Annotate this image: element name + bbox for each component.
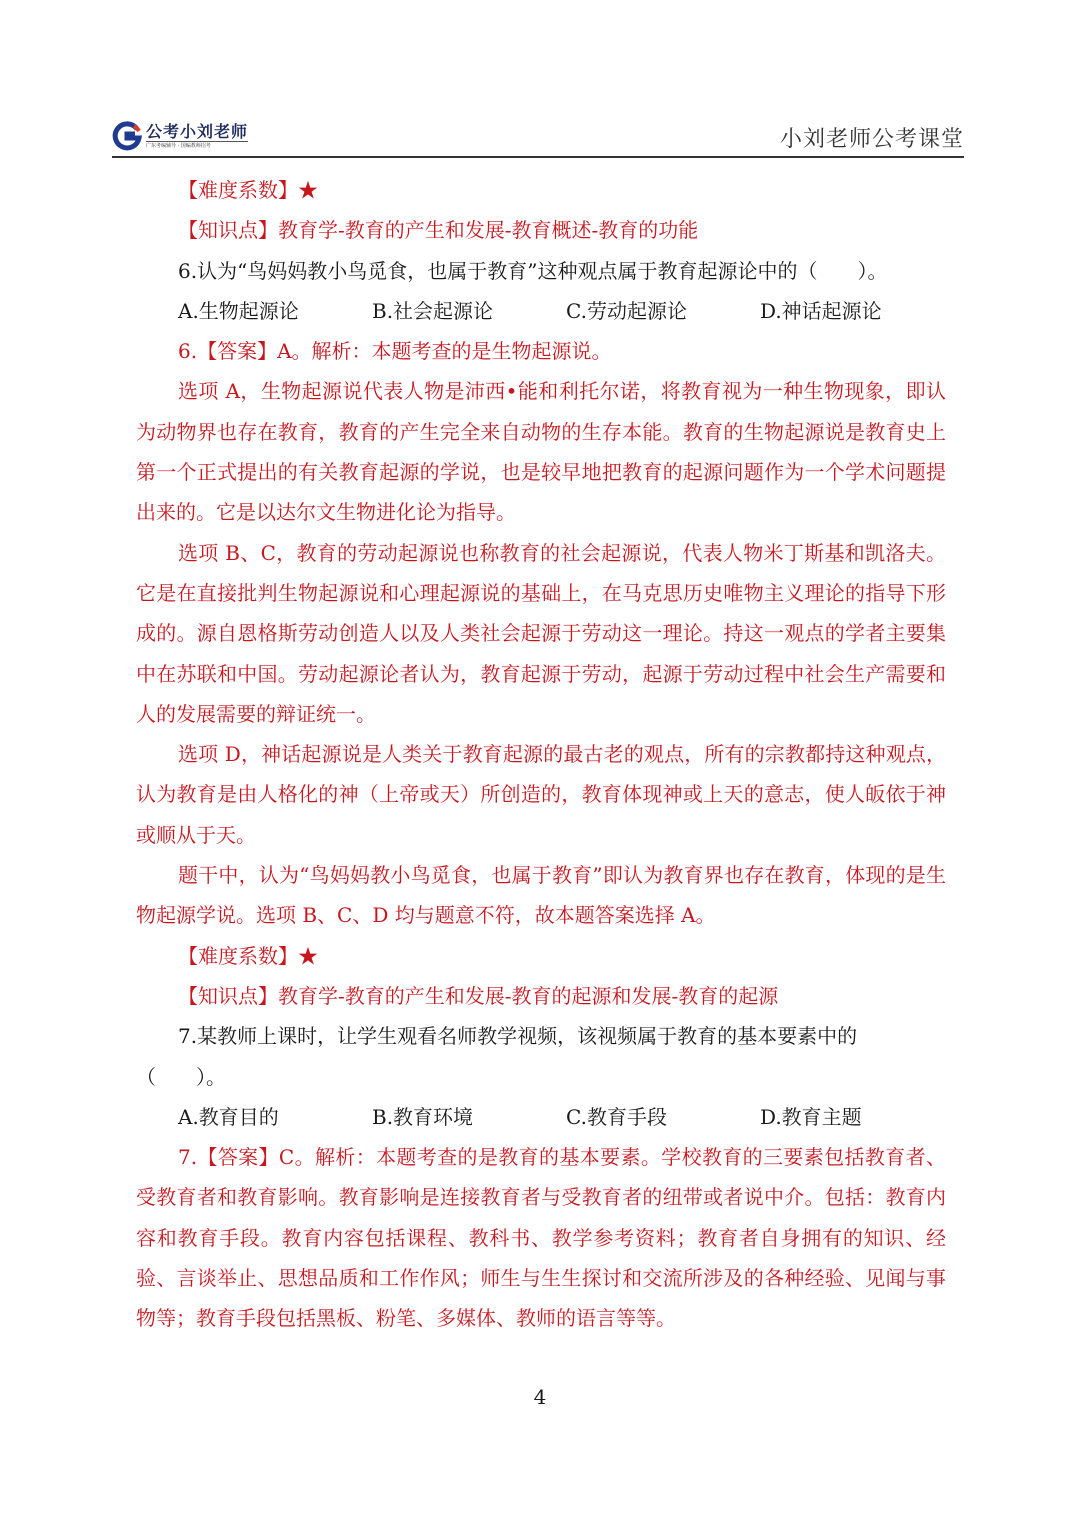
option-d: D.教育主题 [760,1104,862,1129]
option-b: B.社会起源论 [372,298,494,323]
question-7: 7.某教师上课时，让学生观看名师教学视频，该视频属于教育的基本要素中的 [178,1024,858,1049]
option-c: C.教育手段 [566,1104,667,1129]
option-a: A.生物起源论 [178,298,299,323]
knowledge-point: 【知识点】教育学-教育的产生和发展-教育的起源和发展-教育的起源 [178,983,779,1008]
answer-6-explanation-bc: 选项 B、C，教育的劳动起源说也称教育的社会起源说，代表人物米丁斯基和凯洛夫。它是在直接批判生物起源说和心理起源说的基础上，在马克思历史唯物主义理论的指导下形成的。源自恩格斯劳动创造人以及人类社会起源于劳动这一理论。持这一观点的学者主要集中在苏联和中国。劳动起源论者认为，教育起源于劳动，起源于劳动过程中社会生产需要和人的发展需要的辩证统一。 [136,540,946,726]
option-a: A.教育目的 [178,1104,279,1129]
page-number: 4 [533,1385,547,1409]
logo-subtitle: 广东考编辅导 · 国编教师招考 [146,141,248,150]
knowledge-point: 【知识点】教育学-教育的产生和发展-教育概述-教育的功能 [178,218,699,243]
option-d: D.神话起源论 [760,298,882,323]
header-divider [112,156,964,158]
question-7-options [136,1097,946,1137]
answer-6-conclusion: 题干中，认为“鸟妈妈教小鸟觅食，也属于教育”即认为教育界也存在教育，体现的是生物起源学说。选项 B、C、D 均与题意不符，故本题答案选择 A。 [136,863,946,928]
question-7-blank: （ ）。 [136,1064,226,1089]
logo-g-icon [112,121,142,151]
difficulty-label: 【难度系数】★ [178,178,318,202]
option-c: C.劳动起源论 [566,298,687,323]
logo [112,118,248,154]
difficulty-label: 【难度系数】★ [178,943,318,968]
answer-6: 6.【答案】A。解析：本题考查的是生物起源说。 [178,339,612,364]
header-title: 小刘老师公考课堂 [779,127,964,152]
question-6: 6.认为“鸟妈妈教小鸟觅食，也属于教育”这种观点属于教育起源论中的（ ）。 [178,258,888,283]
answer-7: 7.【答案】C。解析：本题考查的是教育的基本要素。学校教育的三要素包括教育者、受教育者和教育影响。教育影响是连接教育者与受教育者的纽带或者说中介。包括：教育内容和教育手段。教育内容包括课程、教科书、教学参考资料；教育者自身拥有的知识、经验、言谈举止、思想品质和工作作风；师生与生生探讨和交流所涉及的各种经验、见闻与事物等；教育手段包括黑板、粉笔、多媒体、教师的语言等等。 [136,1145,946,1331]
question-6-options [136,291,946,331]
option-b: B.教育环境 [372,1104,474,1129]
answer-6-explanation-d: 选项 D，神话起源说是人类关于教育起源的最古老的观点，所有的宗教都持这种观点，认为教育是由人格化的神（上帝或天）所创造的，教育体现神或上天的意志，使人皈依于神或顺从于天。 [136,742,946,847]
answer-6-explanation-a: 选项 A，生物起源说代表人物是沛西•能和利托尔诺，将教育视为一种生物现象，即认为动物界也存在教育，教育的产生完全来自动物的生存本能。教育的生物起源说是教育史上第一个正式提出的有关教育起源的学说，也是较早地把教育的起源问题作为一个学术问题提出来的。它是以达尔文生物进化论为指导。 [136,379,946,525]
logo-name: 公考小刘老师 [146,121,249,141]
page-header [112,118,964,158]
page-content [136,170,946,1339]
